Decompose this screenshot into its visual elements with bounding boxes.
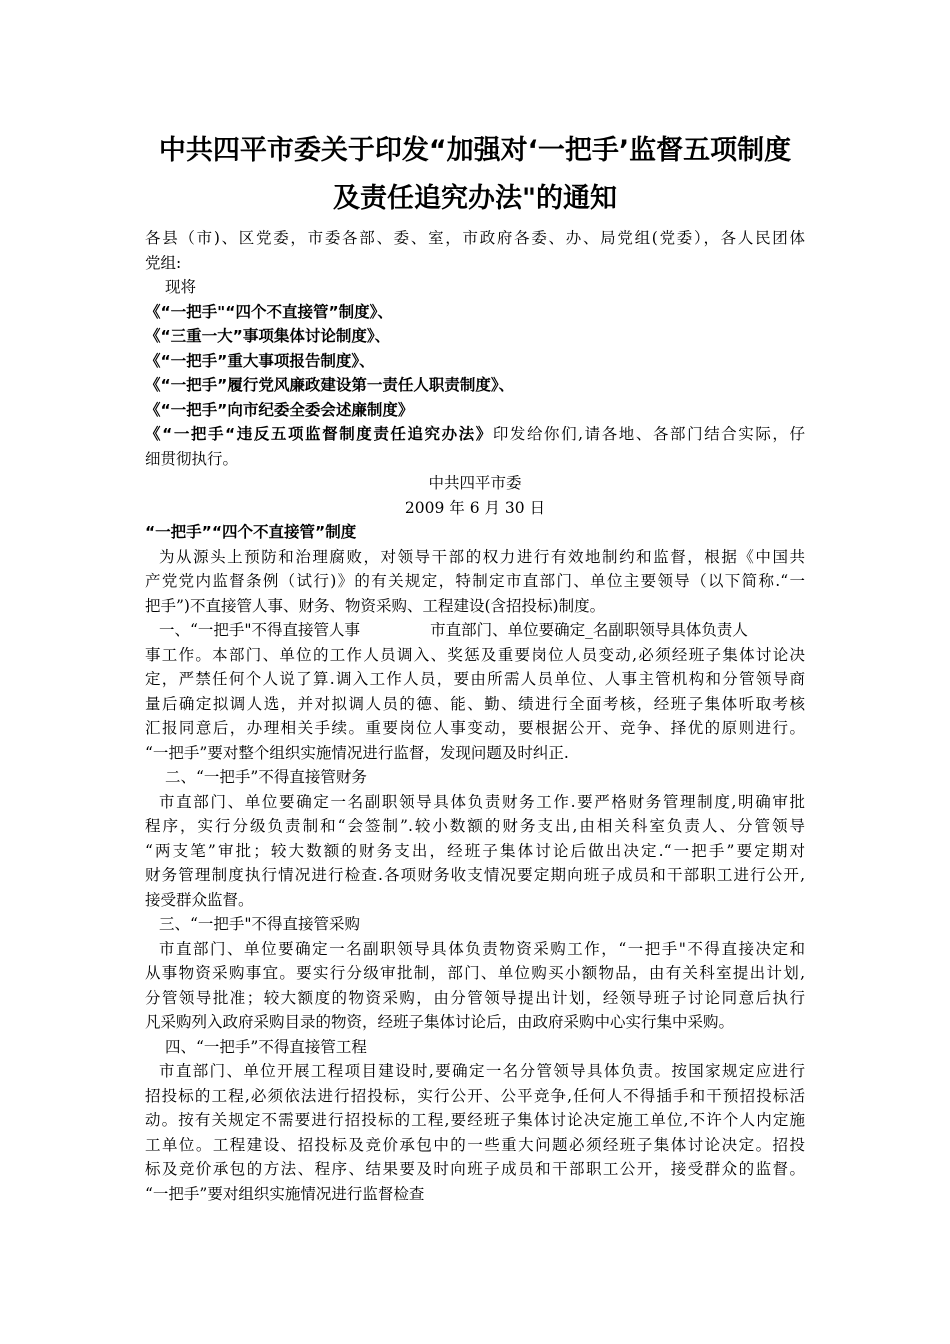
section-4-line: 动。按有关规定不需要进行招投标的工程,要经班子集体讨论决定施工单位,不许个人内定施 — [145, 1111, 805, 1129]
section-2-heading: 二、“一把手”不得直接管财务 — [165, 768, 367, 786]
intro-text: 现将 — [165, 278, 197, 296]
document-title-line-2: 及责任追究办法"的通知 — [332, 183, 618, 214]
section-1-line: 事工作。本部门、单位的工作人员调入、奖惩及重要岗位人员变动,必须经班子集体讨论决 — [145, 645, 805, 664]
document-list-item: 《“一把手”履行党风廉政建设第一责任人职责制度》、 — [145, 376, 515, 394]
preamble-line: 为从源头上预防和治理腐败，对领导干部的权力进行有效地制约和监督，根据《中国共 — [159, 547, 805, 566]
section-2-line: “两支笔”审批；较大数额的财务支出，经班子集体讨论后做出决定.“一把手”要定期对 — [145, 841, 805, 860]
section-4-line: “一把手”要对组织实施情况进行监督检查 — [145, 1184, 425, 1203]
section-1-line: “一把手”要对整个组织实施情况进行监督，发现问题及时纠正. — [145, 743, 569, 762]
last-document-line — [145, 422, 805, 447]
document-body — [145, 226, 805, 1206]
section-3-line: 分管领导批准；较大额度的物资采购，由分管领导提出计划，经领导班子讨论同意后执行 — [145, 988, 805, 1007]
document-list-item: 《“一把手"“四个不直接管”制度》、 — [145, 302, 393, 321]
document-list-item: 《“一把手”向市纪委全委会述廉制度》 — [145, 400, 414, 419]
last-document-title: 《“一把手“违反五项监督制度责任追究办法》 — [145, 425, 493, 443]
preamble-line: 把手”)不直接管人事、财务、物资采购、工程建设(含招投标)制度。 — [145, 596, 606, 615]
section-1-first-line — [145, 618, 805, 643]
section-4-line: 市直部门、单位开展工程项目建设时,要确定一名分管领导具体负责。按国家规定应进行 — [159, 1062, 805, 1080]
section-4-heading: 四、“一把手”不得直接管工程 — [165, 1037, 367, 1056]
section-1-first-rest: 市直部门、单位要确定_名副职领导具体负责人 — [430, 621, 748, 639]
section-3-line: 凡采购列入政府采购目录的物资，经班子集体讨论后，由政府采购中心实行集中采购。 — [145, 1013, 735, 1031]
document-list-item: 《“三重一大”事项集体讨论制度》、 — [145, 327, 391, 345]
last-document-line-2: 细贯彻执行。 — [145, 449, 239, 468]
section-title: “一把手”“四个不直接管”制度 — [145, 523, 357, 541]
document-list-item: 《“一把手”重大事项报告制度》、 — [145, 351, 375, 370]
section-1-heading: 一、“一把手"不得直接管人事 — [159, 621, 361, 639]
section-4-line: 招投标的工程,必须依法进行招投标，实行公开、公平竞争,任何人不得插手和干预招投标活 — [145, 1086, 805, 1105]
section-4-line: 标及竞价承包的方法、程序、结果要及时向班子成员和干部职工公开，接受群众的监督。 — [145, 1160, 805, 1178]
signature-date: 2009 年 6 月 30 日 — [404, 498, 546, 517]
section-1-line: 量后确定拟调人选，并对拟调人员的德、能、勤、绩进行全面考核，经班子集体听取考核 — [145, 694, 805, 713]
salutation-line-2: 党组: — [145, 253, 182, 272]
section-3-line: 市直部门、单位要确定一名副职领导具体负责物资采购工作，“一把手"不得直接决定和 — [159, 939, 805, 958]
section-1-line: 汇报同意后，办理相关手续。重要岗位人事变动，要根据公开、竞争、择优的原则进行。 — [145, 719, 805, 737]
section-2-line: 接受群众监督。 — [145, 890, 254, 909]
section-4-line: 工单位。工程建设、招投标及竞价承包中的一些重大问题必须经班子集体讨论决定。招投 — [145, 1135, 805, 1154]
last-document-rest: 印发给你们,请各地、各部门结合实际，仔 — [492, 425, 805, 443]
document-title-line-1: 中共四平市委关于印发“加强对‘一把手’监督五项制度 — [158, 135, 792, 166]
salutation-line-1: 各县（市)、区党委，市委各部、委、室，市政府各委、办、局党组(党委），各人民团体 — [145, 229, 805, 247]
section-2-line: 市直部门、单位要确定一名副职领导具体负责财务工作.要严格财务管理制度,明确审批 — [159, 792, 805, 811]
section-2-line: 财务管理制度执行情况进行检查.各项财务收支情况要定期向班子成员和干部职工进行公开, — [145, 866, 805, 884]
section-2-line: 程序，实行分级负责制和“会签制”.较小数额的财务支出,由相关科室负责人、分管领导 — [145, 817, 805, 835]
section-3-heading: 三、“一把手"不得直接管采购 — [159, 915, 361, 933]
preamble-line: 产党党内监督条例（试行)》的有关规定，特制定市直部门、单位主要领导（以下简称.“一 — [145, 572, 805, 590]
section-3-line: 从事物资采购事宜。要实行分级审批制，部门、单位购买小额物品，由有关科室提出计划, — [145, 964, 805, 982]
signature-org: 中共四平市委 — [428, 474, 522, 492]
section-1-line: 定，严禁任何个人说了算.调入工作人员，要由所需人员单位、人事主管机构和分管领导商 — [145, 670, 805, 688]
